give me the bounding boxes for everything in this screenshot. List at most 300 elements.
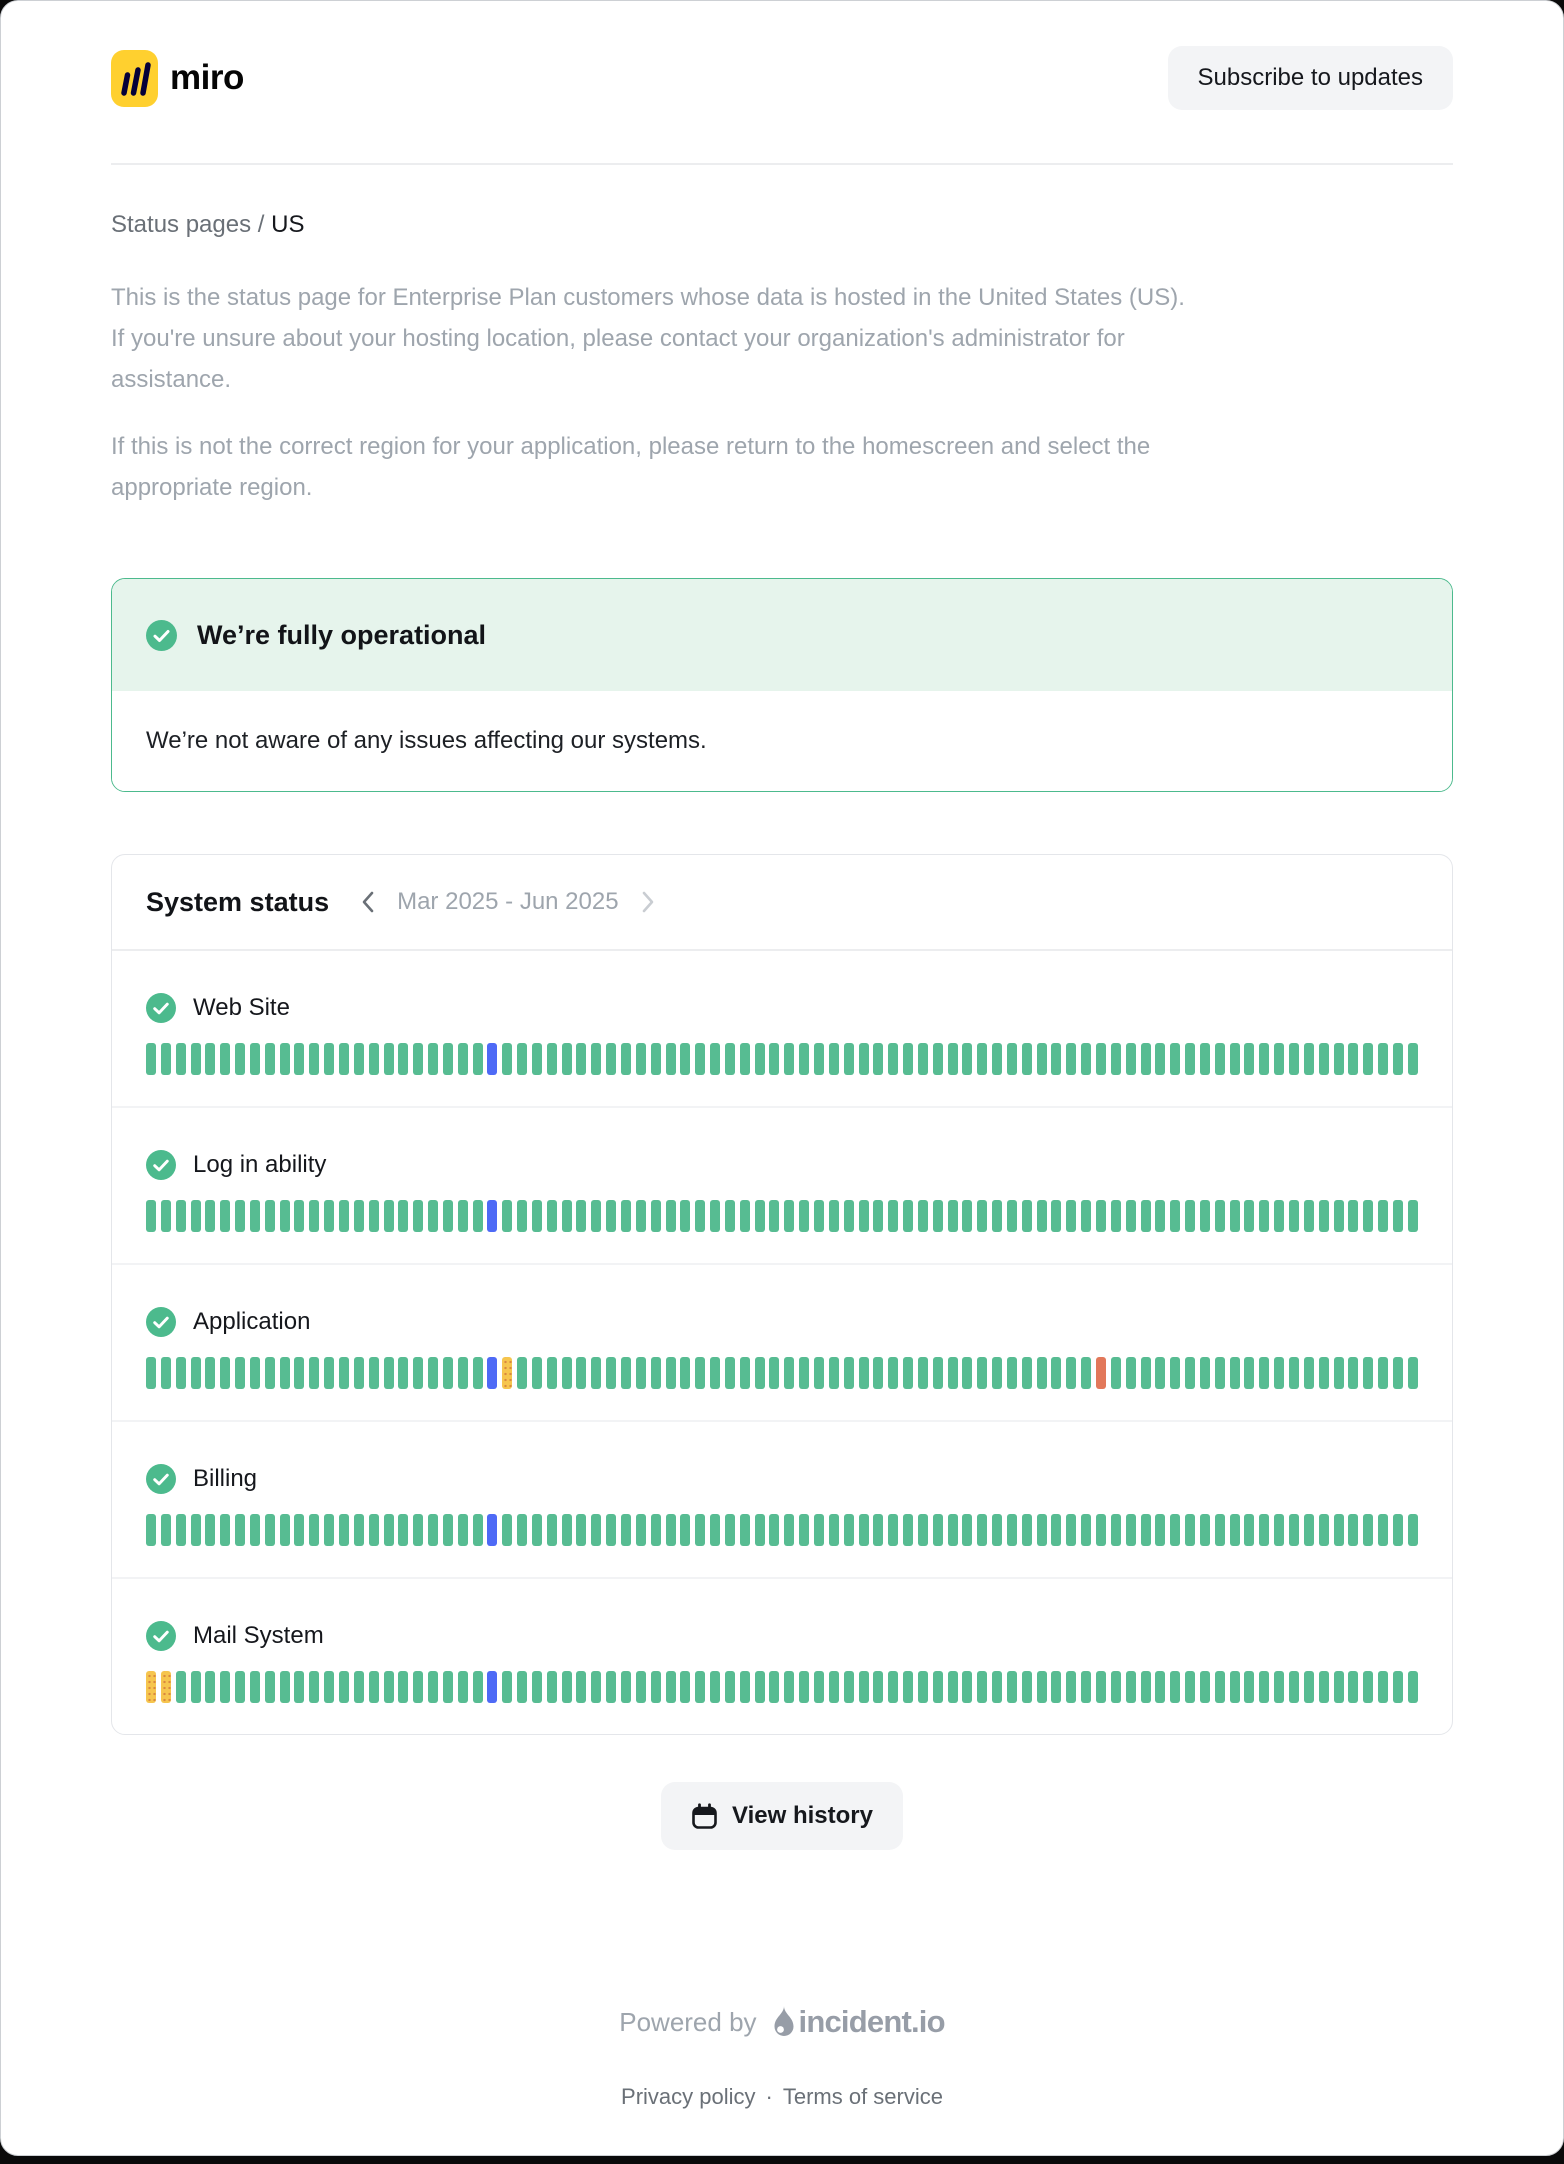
status-bar[interactable]	[814, 1043, 824, 1075]
status-bar[interactable]	[859, 1200, 869, 1232]
status-bar[interactable]	[161, 1200, 171, 1232]
status-bar[interactable]	[1037, 1200, 1047, 1232]
status-bar[interactable]	[1185, 1514, 1195, 1546]
status-bar[interactable]	[487, 1043, 497, 1075]
status-bar[interactable]	[888, 1357, 898, 1389]
status-bar[interactable]	[458, 1200, 468, 1232]
status-bar[interactable]	[398, 1514, 408, 1546]
status-bar[interactable]	[1200, 1514, 1210, 1546]
status-bar[interactable]	[1304, 1514, 1314, 1546]
status-bar[interactable]	[191, 1357, 201, 1389]
status-bar[interactable]	[1141, 1514, 1151, 1546]
status-bar[interactable]	[502, 1357, 512, 1389]
status-bar[interactable]	[1155, 1043, 1165, 1075]
status-bar[interactable]	[443, 1043, 453, 1075]
status-bar[interactable]	[1304, 1357, 1314, 1389]
status-bar[interactable]	[651, 1671, 661, 1703]
status-bar[interactable]	[769, 1043, 779, 1075]
status-bar[interactable]	[680, 1671, 690, 1703]
status-bar[interactable]	[576, 1671, 586, 1703]
status-bar[interactable]	[1022, 1357, 1032, 1389]
status-bar[interactable]	[666, 1514, 676, 1546]
status-bar[interactable]	[621, 1200, 631, 1232]
status-bar[interactable]	[1408, 1357, 1418, 1389]
status-bar[interactable]	[1244, 1671, 1254, 1703]
status-bar[interactable]	[1126, 1043, 1136, 1075]
status-bar[interactable]	[384, 1671, 394, 1703]
status-bar[interactable]	[220, 1357, 230, 1389]
status-bar[interactable]	[176, 1671, 186, 1703]
status-bar[interactable]	[1200, 1043, 1210, 1075]
status-bar[interactable]	[354, 1671, 364, 1703]
status-bar[interactable]	[606, 1200, 616, 1232]
status-bar[interactable]	[1304, 1671, 1314, 1703]
status-bar[interactable]	[235, 1200, 245, 1232]
status-bar[interactable]	[1066, 1043, 1076, 1075]
status-bar[interactable]	[1274, 1357, 1284, 1389]
status-bar[interactable]	[384, 1514, 394, 1546]
status-bar[interactable]	[339, 1200, 349, 1232]
status-bar[interactable]	[725, 1671, 735, 1703]
status-bar[interactable]	[1170, 1357, 1180, 1389]
status-bar[interactable]	[844, 1043, 854, 1075]
status-bar[interactable]	[755, 1514, 765, 1546]
status-bar[interactable]	[636, 1357, 646, 1389]
status-bar[interactable]	[1200, 1200, 1210, 1232]
status-bar[interactable]	[695, 1043, 705, 1075]
status-bar[interactable]	[977, 1200, 987, 1232]
status-bar[interactable]	[235, 1514, 245, 1546]
status-bar[interactable]	[1185, 1671, 1195, 1703]
status-bar[interactable]	[547, 1357, 557, 1389]
status-bar[interactable]	[680, 1357, 690, 1389]
status-bar[interactable]	[799, 1514, 809, 1546]
status-bar[interactable]	[799, 1200, 809, 1232]
status-bar[interactable]	[725, 1514, 735, 1546]
status-bar[interactable]	[591, 1671, 601, 1703]
status-bar[interactable]	[369, 1200, 379, 1232]
status-bar[interactable]	[1215, 1043, 1225, 1075]
status-bar[interactable]	[666, 1357, 676, 1389]
status-bar[interactable]	[859, 1043, 869, 1075]
status-bar[interactable]	[1096, 1514, 1106, 1546]
status-bar[interactable]	[547, 1200, 557, 1232]
status-bar[interactable]	[280, 1200, 290, 1232]
breadcrumb-section[interactable]: Status pages	[111, 211, 252, 238]
status-bar[interactable]	[576, 1514, 586, 1546]
status-bar[interactable]	[1363, 1671, 1373, 1703]
status-bar[interactable]	[250, 1200, 260, 1232]
status-bar[interactable]	[1363, 1357, 1373, 1389]
status-bar[interactable]	[606, 1671, 616, 1703]
status-bar[interactable]	[161, 1671, 171, 1703]
status-bar[interactable]	[1348, 1671, 1358, 1703]
status-bar[interactable]	[1155, 1357, 1165, 1389]
status-bar[interactable]	[1319, 1043, 1329, 1075]
status-bar[interactable]	[606, 1514, 616, 1546]
status-bar[interactable]	[532, 1357, 542, 1389]
status-bar[interactable]	[1037, 1043, 1047, 1075]
status-bar[interactable]	[280, 1357, 290, 1389]
status-bar[interactable]	[1051, 1043, 1061, 1075]
status-bar[interactable]	[1289, 1043, 1299, 1075]
status-bar[interactable]	[1066, 1200, 1076, 1232]
status-bar[interactable]	[636, 1671, 646, 1703]
status-bar[interactable]	[146, 1357, 156, 1389]
status-bar[interactable]	[1051, 1671, 1061, 1703]
status-bar[interactable]	[1155, 1671, 1165, 1703]
status-bar[interactable]	[146, 1514, 156, 1546]
subscribe-button[interactable]	[1168, 46, 1453, 110]
status-bar[interactable]	[784, 1671, 794, 1703]
status-bar[interactable]	[873, 1671, 883, 1703]
status-bar[interactable]	[933, 1043, 943, 1075]
status-bar[interactable]	[384, 1357, 394, 1389]
status-bar[interactable]	[1378, 1671, 1388, 1703]
status-bar[interactable]	[784, 1200, 794, 1232]
status-bar[interactable]	[443, 1671, 453, 1703]
status-bar[interactable]	[532, 1200, 542, 1232]
status-bar[interactable]	[1022, 1514, 1032, 1546]
status-bar[interactable]	[740, 1514, 750, 1546]
status-bar[interactable]	[517, 1043, 527, 1075]
status-bar[interactable]	[755, 1043, 765, 1075]
status-bar[interactable]	[1304, 1200, 1314, 1232]
status-bar[interactable]	[695, 1200, 705, 1232]
status-bar[interactable]	[814, 1514, 824, 1546]
status-bar[interactable]	[695, 1671, 705, 1703]
status-bar[interactable]	[176, 1357, 186, 1389]
status-bar[interactable]	[1215, 1671, 1225, 1703]
status-bar[interactable]	[1319, 1514, 1329, 1546]
status-bar[interactable]	[1408, 1200, 1418, 1232]
status-bar[interactable]	[547, 1043, 557, 1075]
status-bar[interactable]	[205, 1514, 215, 1546]
status-bar[interactable]	[428, 1043, 438, 1075]
status-bar[interactable]	[384, 1200, 394, 1232]
status-bar[interactable]	[844, 1514, 854, 1546]
status-bar[interactable]	[948, 1043, 958, 1075]
status-bar[interactable]	[829, 1671, 839, 1703]
status-bar[interactable]	[265, 1200, 275, 1232]
status-bar[interactable]	[413, 1357, 423, 1389]
status-bar[interactable]	[1111, 1671, 1121, 1703]
status-bar[interactable]	[918, 1200, 928, 1232]
status-bar[interactable]	[398, 1043, 408, 1075]
status-bar[interactable]	[1081, 1357, 1091, 1389]
status-bar[interactable]	[1022, 1200, 1032, 1232]
status-bar[interactable]	[562, 1514, 572, 1546]
status-bar[interactable]	[1348, 1357, 1358, 1389]
terms-of-service-link[interactable]: Terms of service	[782, 2084, 943, 2109]
status-bar[interactable]	[1081, 1043, 1091, 1075]
status-bar[interactable]	[562, 1357, 572, 1389]
status-bar[interactable]	[1155, 1514, 1165, 1546]
status-bar[interactable]	[1244, 1357, 1254, 1389]
status-bar[interactable]	[680, 1043, 690, 1075]
status-bar[interactable]	[710, 1043, 720, 1075]
status-bar[interactable]	[977, 1671, 987, 1703]
status-bar[interactable]	[1274, 1671, 1284, 1703]
status-bar[interactable]	[992, 1200, 1002, 1232]
status-bar[interactable]	[1007, 1357, 1017, 1389]
status-bar[interactable]	[1230, 1514, 1240, 1546]
status-bar[interactable]	[1230, 1357, 1240, 1389]
status-bar[interactable]	[844, 1671, 854, 1703]
status-bar[interactable]	[948, 1200, 958, 1232]
status-bar[interactable]	[859, 1671, 869, 1703]
status-bar[interactable]	[309, 1514, 319, 1546]
status-bar[interactable]	[1007, 1200, 1017, 1232]
status-bar[interactable]	[1348, 1200, 1358, 1232]
status-bar[interactable]	[591, 1200, 601, 1232]
status-bar[interactable]	[294, 1357, 304, 1389]
status-bar[interactable]	[517, 1200, 527, 1232]
status-bar[interactable]	[1126, 1200, 1136, 1232]
status-bar[interactable]	[651, 1514, 661, 1546]
status-bar[interactable]	[1170, 1671, 1180, 1703]
status-bar[interactable]	[784, 1514, 794, 1546]
status-bar[interactable]	[576, 1043, 586, 1075]
status-bar[interactable]	[918, 1514, 928, 1546]
status-bar[interactable]	[680, 1200, 690, 1232]
status-bar[interactable]	[280, 1671, 290, 1703]
status-bar[interactable]	[413, 1200, 423, 1232]
status-bar[interactable]	[324, 1357, 334, 1389]
status-bar[interactable]	[1319, 1671, 1329, 1703]
status-bar[interactable]	[769, 1514, 779, 1546]
status-bar[interactable]	[1363, 1043, 1373, 1075]
status-bar[interactable]	[191, 1671, 201, 1703]
status-bar[interactable]	[428, 1514, 438, 1546]
status-bar[interactable]	[502, 1200, 512, 1232]
status-bar[interactable]	[740, 1671, 750, 1703]
status-bar[interactable]	[487, 1357, 497, 1389]
status-bar[interactable]	[962, 1671, 972, 1703]
status-bar[interactable]	[962, 1043, 972, 1075]
status-bar[interactable]	[1393, 1514, 1403, 1546]
status-bar[interactable]	[369, 1357, 379, 1389]
status-bar[interactable]	[1037, 1671, 1047, 1703]
chevron-right-icon[interactable]	[637, 886, 659, 918]
status-bar[interactable]	[339, 1514, 349, 1546]
status-bar[interactable]	[354, 1043, 364, 1075]
status-bar[interactable]	[205, 1671, 215, 1703]
status-bar[interactable]	[1037, 1357, 1047, 1389]
status-bar[interactable]	[1170, 1514, 1180, 1546]
status-bar[interactable]	[591, 1514, 601, 1546]
status-bar[interactable]	[1378, 1357, 1388, 1389]
status-bar[interactable]	[740, 1200, 750, 1232]
status-bar[interactable]	[859, 1357, 869, 1389]
status-bar[interactable]	[977, 1514, 987, 1546]
status-bar[interactable]	[1334, 1514, 1344, 1546]
status-bar[interactable]	[1408, 1043, 1418, 1075]
status-bar[interactable]	[339, 1671, 349, 1703]
status-bar[interactable]	[309, 1671, 319, 1703]
status-bar[interactable]	[725, 1200, 735, 1232]
status-bar[interactable]	[1274, 1043, 1284, 1075]
status-bar[interactable]	[859, 1514, 869, 1546]
status-bar[interactable]	[1259, 1357, 1269, 1389]
status-bar[interactable]	[517, 1671, 527, 1703]
status-bar[interactable]	[369, 1043, 379, 1075]
status-bar[interactable]	[918, 1357, 928, 1389]
view-history-button[interactable]	[661, 1782, 903, 1850]
status-bar[interactable]	[918, 1043, 928, 1075]
status-bar[interactable]	[1066, 1514, 1076, 1546]
status-bar[interactable]	[873, 1043, 883, 1075]
status-bar[interactable]	[250, 1671, 260, 1703]
status-bar[interactable]	[695, 1514, 705, 1546]
status-bar[interactable]	[1185, 1043, 1195, 1075]
status-bar[interactable]	[265, 1357, 275, 1389]
status-bar[interactable]	[1378, 1200, 1388, 1232]
status-bar[interactable]	[1096, 1671, 1106, 1703]
status-bar[interactable]	[205, 1043, 215, 1075]
status-bar[interactable]	[1200, 1671, 1210, 1703]
status-bar[interactable]	[784, 1043, 794, 1075]
status-bar[interactable]	[473, 1043, 483, 1075]
status-bar[interactable]	[146, 1671, 156, 1703]
status-bar[interactable]	[1378, 1514, 1388, 1546]
status-bar[interactable]	[220, 1671, 230, 1703]
status-bar[interactable]	[992, 1514, 1002, 1546]
status-bar[interactable]	[977, 1043, 987, 1075]
status-bar[interactable]	[621, 1671, 631, 1703]
status-bar[interactable]	[1393, 1671, 1403, 1703]
status-bar[interactable]	[725, 1043, 735, 1075]
status-bar[interactable]	[1259, 1200, 1269, 1232]
status-bar[interactable]	[1244, 1043, 1254, 1075]
status-bar[interactable]	[502, 1671, 512, 1703]
status-bar[interactable]	[799, 1043, 809, 1075]
status-bar[interactable]	[1051, 1357, 1061, 1389]
status-bar[interactable]	[354, 1357, 364, 1389]
status-bar[interactable]	[903, 1043, 913, 1075]
status-bar[interactable]	[1185, 1200, 1195, 1232]
status-bar[interactable]	[1259, 1514, 1269, 1546]
status-bar[interactable]	[1334, 1671, 1344, 1703]
status-bar[interactable]	[1126, 1357, 1136, 1389]
status-bar[interactable]	[176, 1514, 186, 1546]
status-bar[interactable]	[933, 1514, 943, 1546]
status-bar[interactable]	[1274, 1514, 1284, 1546]
status-bar[interactable]	[1096, 1043, 1106, 1075]
status-bar[interactable]	[1081, 1514, 1091, 1546]
status-bar[interactable]	[1230, 1200, 1240, 1232]
status-bar[interactable]	[1022, 1671, 1032, 1703]
status-bar[interactable]	[250, 1357, 260, 1389]
status-bar[interactable]	[576, 1357, 586, 1389]
status-bar[interactable]	[1259, 1043, 1269, 1075]
status-bar[interactable]	[1319, 1357, 1329, 1389]
status-bar[interactable]	[740, 1357, 750, 1389]
status-bar[interactable]	[473, 1671, 483, 1703]
status-bar[interactable]	[339, 1357, 349, 1389]
status-bar[interactable]	[814, 1357, 824, 1389]
status-bar[interactable]	[1408, 1514, 1418, 1546]
status-bar[interactable]	[873, 1200, 883, 1232]
status-bar[interactable]	[398, 1357, 408, 1389]
status-bar[interactable]	[1348, 1514, 1358, 1546]
status-bar[interactable]	[1408, 1671, 1418, 1703]
status-bar[interactable]	[962, 1200, 972, 1232]
status-bar[interactable]	[487, 1514, 497, 1546]
status-bar[interactable]	[146, 1200, 156, 1232]
status-bar[interactable]	[710, 1671, 720, 1703]
status-bar[interactable]	[888, 1514, 898, 1546]
status-bar[interactable]	[294, 1043, 304, 1075]
status-bar[interactable]	[933, 1200, 943, 1232]
status-bar[interactable]	[1111, 1514, 1121, 1546]
status-bar[interactable]	[176, 1043, 186, 1075]
status-bar[interactable]	[1141, 1357, 1151, 1389]
status-bar[interactable]	[1244, 1200, 1254, 1232]
status-bar[interactable]	[829, 1200, 839, 1232]
status-bar[interactable]	[606, 1357, 616, 1389]
status-bar[interactable]	[992, 1043, 1002, 1075]
status-bar[interactable]	[473, 1200, 483, 1232]
status-bar[interactable]	[309, 1043, 319, 1075]
status-bar[interactable]	[562, 1671, 572, 1703]
status-bar[interactable]	[1096, 1357, 1106, 1389]
status-bar[interactable]	[680, 1514, 690, 1546]
status-bar[interactable]	[473, 1357, 483, 1389]
status-bar[interactable]	[443, 1514, 453, 1546]
status-bar[interactable]	[1111, 1200, 1121, 1232]
status-bar[interactable]	[547, 1671, 557, 1703]
status-bar[interactable]	[354, 1514, 364, 1546]
status-bar[interactable]	[1319, 1200, 1329, 1232]
status-bar[interactable]	[1081, 1671, 1091, 1703]
status-bar[interactable]	[651, 1200, 661, 1232]
status-bar[interactable]	[1141, 1043, 1151, 1075]
status-bar[interactable]	[562, 1200, 572, 1232]
status-bar[interactable]	[502, 1514, 512, 1546]
status-bar[interactable]	[933, 1671, 943, 1703]
status-bar[interactable]	[576, 1200, 586, 1232]
status-bar[interactable]	[666, 1043, 676, 1075]
status-bar[interactable]	[1244, 1514, 1254, 1546]
status-bar[interactable]	[666, 1671, 676, 1703]
status-bar[interactable]	[354, 1200, 364, 1232]
status-bar[interactable]	[933, 1357, 943, 1389]
status-bar[interactable]	[606, 1043, 616, 1075]
status-bar[interactable]	[369, 1514, 379, 1546]
status-bar[interactable]	[903, 1357, 913, 1389]
status-bar[interactable]	[220, 1200, 230, 1232]
status-bar[interactable]	[636, 1043, 646, 1075]
status-bar[interactable]	[473, 1514, 483, 1546]
status-bar[interactable]	[487, 1671, 497, 1703]
status-bar[interactable]	[621, 1043, 631, 1075]
status-bar[interactable]	[176, 1200, 186, 1232]
status-bar[interactable]	[1215, 1514, 1225, 1546]
status-bar[interactable]	[636, 1514, 646, 1546]
status-bar[interactable]	[1334, 1200, 1344, 1232]
status-bar[interactable]	[829, 1357, 839, 1389]
privacy-policy-link[interactable]: Privacy policy	[621, 2084, 756, 2109]
status-bar[interactable]	[710, 1357, 720, 1389]
status-bar[interactable]	[235, 1671, 245, 1703]
status-bar[interactable]	[799, 1671, 809, 1703]
status-bar[interactable]	[977, 1357, 987, 1389]
status-bar[interactable]	[1289, 1671, 1299, 1703]
status-bar[interactable]	[1378, 1043, 1388, 1075]
status-bar[interactable]	[161, 1043, 171, 1075]
status-bar[interactable]	[324, 1200, 334, 1232]
